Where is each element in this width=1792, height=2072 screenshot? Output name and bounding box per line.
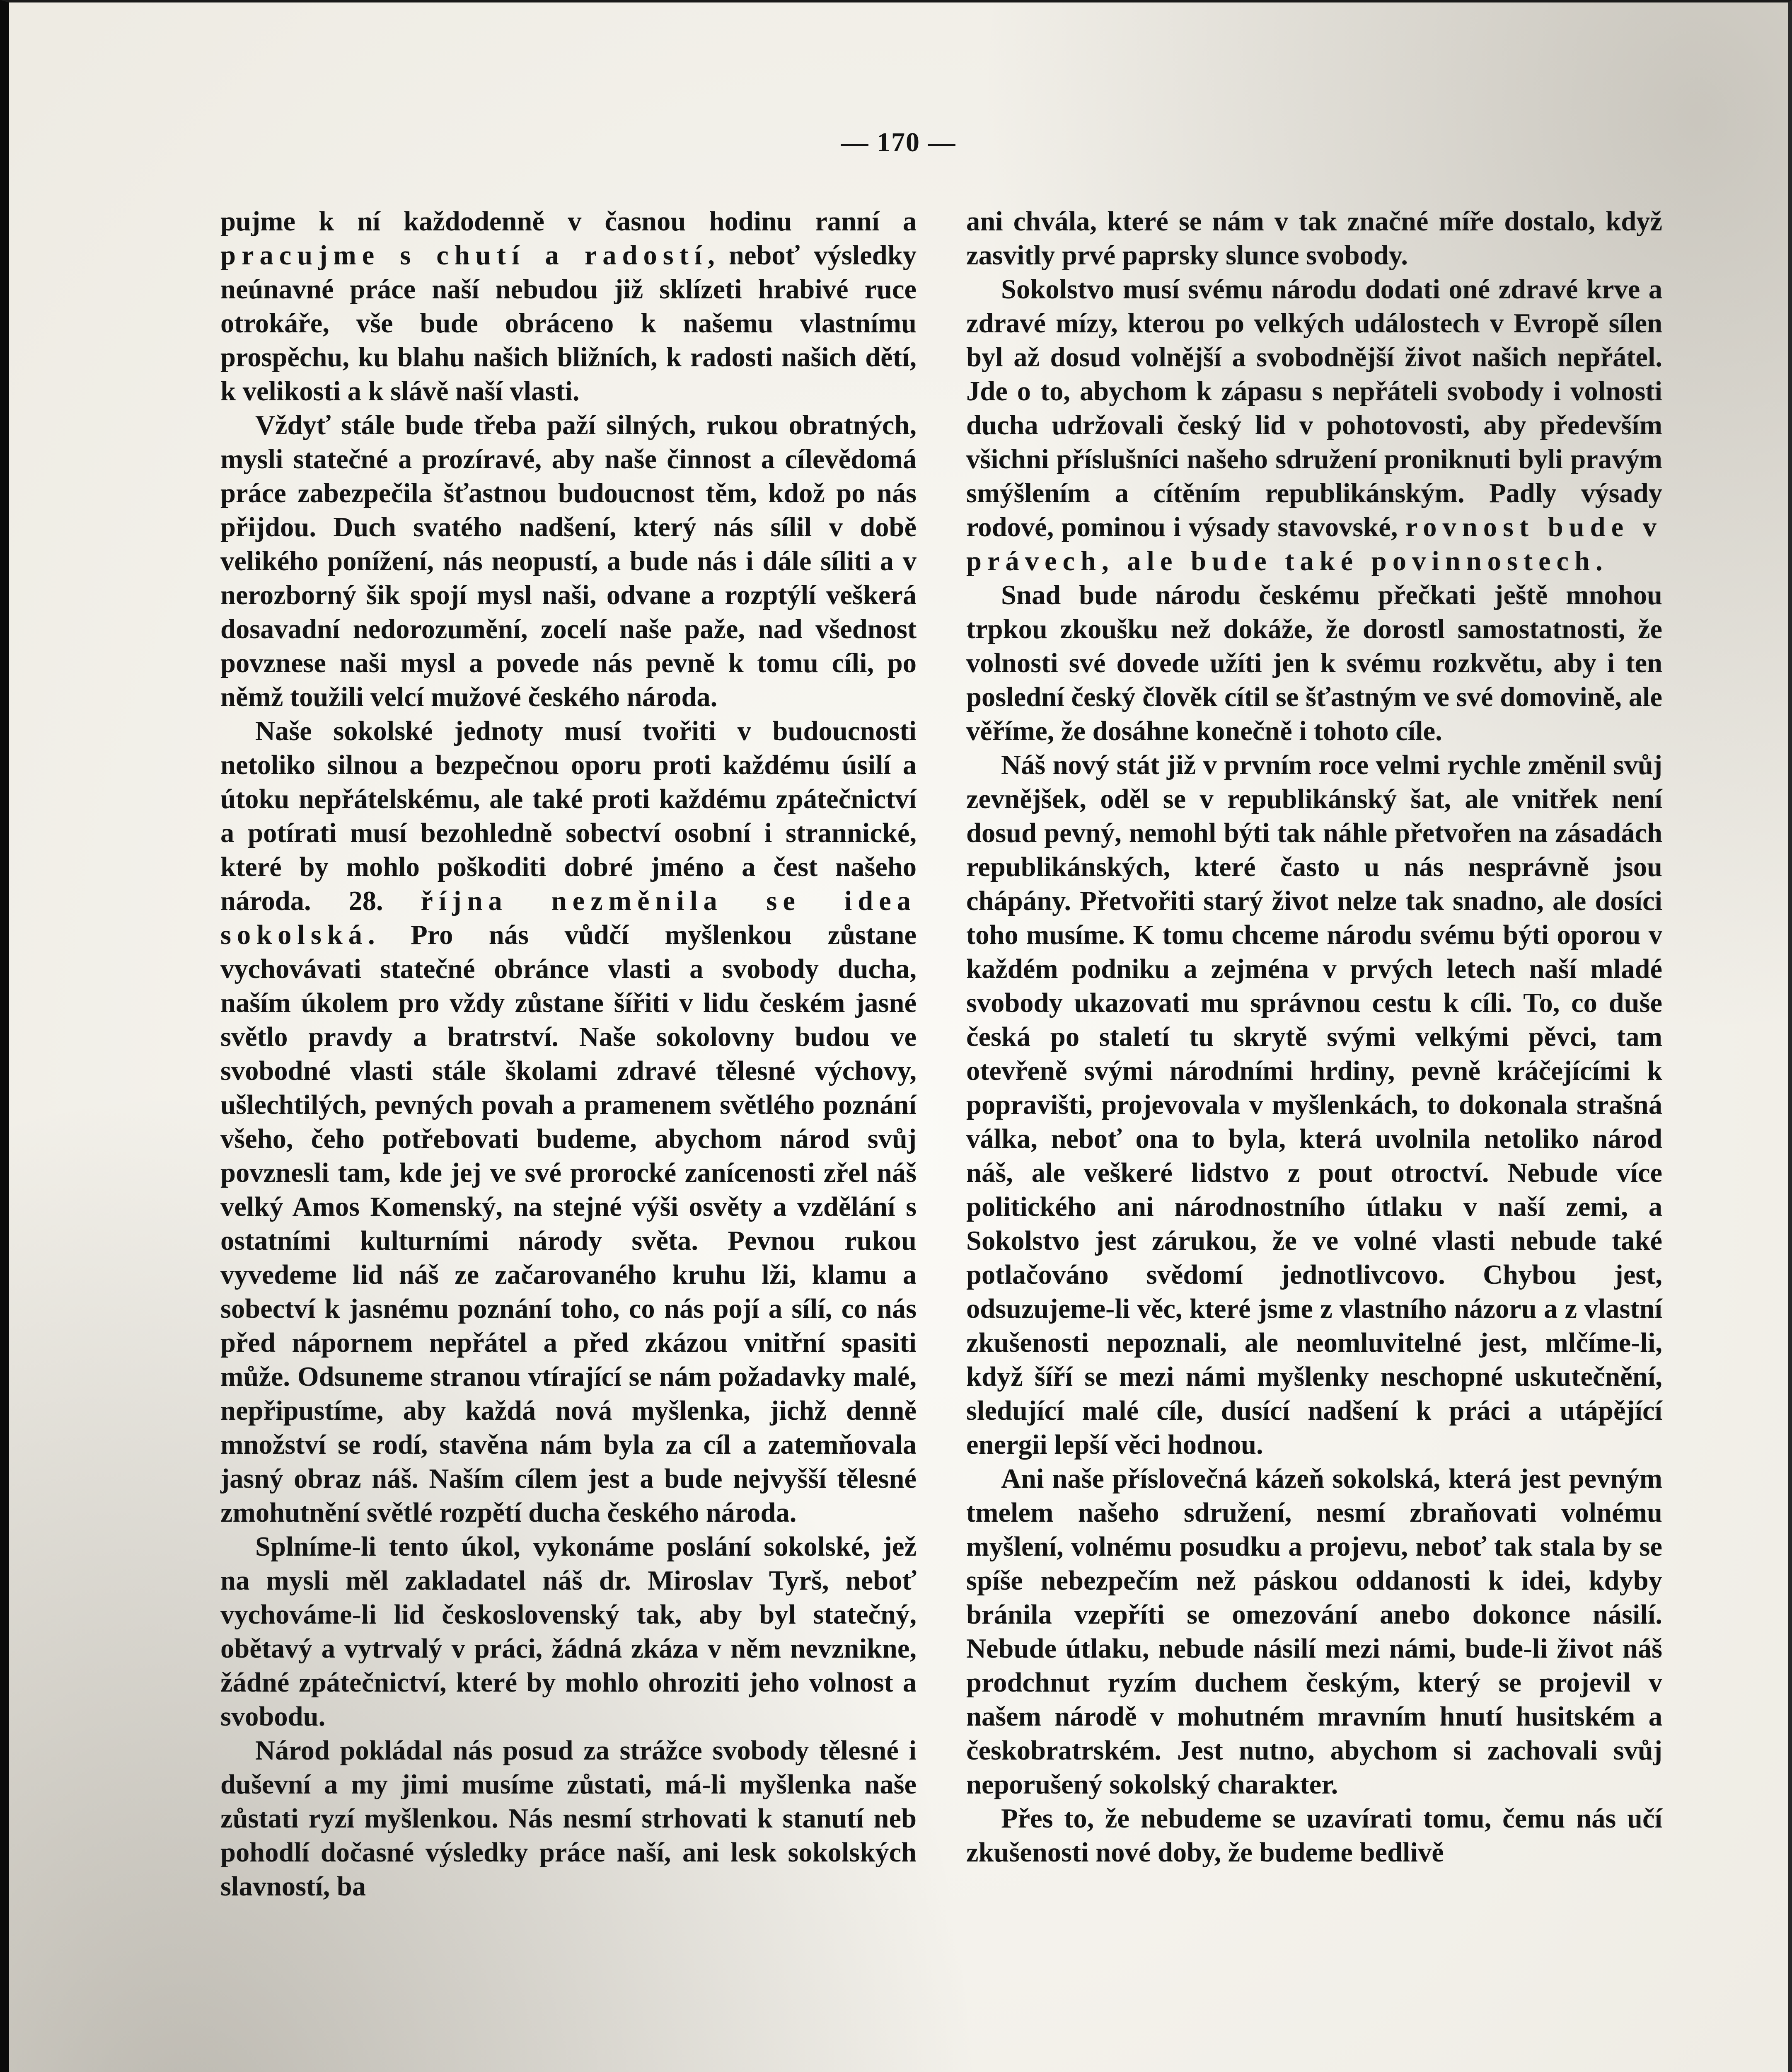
- paragraph-left-5: Národ pokládal nás posud za strážce svobody tělesné i duševní a my jimi musíme zůstati, má-li myšlenka naše zůstati ryzí myšlenkou. Nás nesmí strhovati k stanutí neb pohodlí dočasné výsledky práce naší, ani lesk sokolských slavností, ba: [220, 1736, 917, 1902]
- paragraph-right-2-end: .: [1595, 546, 1603, 576]
- paragraph-left-3-start: Naše sokolské jednoty musí tvořiti v budoucnosti netoliko silnou a bezpečnou oporu proti každému úsilí a útoku nepřátelskému, ale také proti každému zpátečnictví a potírati musí bezohledně sobectví osobní i strannické, které by mohlo poškoditi dobré jméno a čest našeho národa. 28.: [220, 716, 917, 916]
- paragraph-left-3: [220, 714, 917, 1530]
- paragraph-right-3: Snad bude národu českému přečkati ještě mnohou trpkou zkoušku než dokáže, že dorostl samostatnosti, že volnosti své dovede užíti jen k svému rozkvětu, aby i ten poslední český člověk cítil se šťastným ve své domovině, ale věříme, že dosáhne konečně i tohoto cíle.: [966, 580, 1662, 746]
- paragraph-left-1-start: pujme k ní každodenně v časnou hodinu ranní a: [220, 206, 917, 237]
- paragraph-right-1: ani chvála, které se nám v tak značné míře dostalo, když zasvitly prvé paprsky slunce svobody.: [966, 206, 1662, 271]
- spaced-emphasis-equality-duties: rovnost bude v právech, ale bude také povinnostech: [966, 512, 1662, 576]
- paragraph-right-6: Přes to, že nebudeme se uzavírati tomu, čemu nás učí zkušenosti nové doby, že budeme bedlivě: [966, 1803, 1662, 1868]
- text-columns: [220, 205, 1662, 2072]
- paragraph-right-2: [966, 273, 1662, 579]
- paragraph-left-1: [220, 205, 917, 409]
- right-column: [966, 205, 1662, 2072]
- paragraph-left-1-end: , neboť výsledky neúnavné práce naší nebudou již sklízeti hrabivé ruce otrokáře, vše bude obráceno k našemu vlastnímu prospěchu, ku blahu našich bližních, k radosti našich dětí, k velikosti a k slávě naší vlasti.: [220, 240, 917, 407]
- paragraph-right-5: Ani naše příslovečná kázeň sokolská, která jest pevným tmelem našeho sdružení, nesmí zbraňovati volnému myšlení, volnému posudku a projevu, neboť tak stala by se spíše nebezpečím než páskou oddanosti k idei, kdyby bránila vzepříti se omezování anebo dokonce násilí. Nebude útlaku, nebude násilí mezi námi, bude-li život náš prodchnut ryzím duchem českým, který se projevil v našem národě v mohutném mravním hnutí husitském a českobratrském. Jest nutno, abychom si zachovali svůj neporušený sokolský charakter.: [966, 1464, 1662, 1800]
- spaced-emphasis-sokol-idea: října nezměnila se idea sokolská: [220, 886, 917, 950]
- spaced-emphasis-work-with-joy: pracujme s chutí a radostí: [220, 240, 708, 271]
- left-column: [220, 205, 917, 2072]
- scanned-page: [9, 2, 1788, 2072]
- paragraph-left-4: Splníme-li tento úkol, vykonáme poslání sokolské, jež na mysli měl zakladatel náš dr. Miroslav Tyrš, neboť vychováme-li lid československý tak, aby byl statečný, obětavý a vytrvalý v práci, žádná zkáza v něm nevznikne, žádné zpátečnictví, které by mohlo ohroziti jeho volnost a svobodu.: [220, 1532, 917, 1732]
- paragraph-right-4: Náš nový stát již v prvním roce velmi rychle změnil svůj zevnějšek, oděl se v republikánský šat, ale vnitřek není dosud pevný, nemohl býti tak náhle přetvořen na zásadách republikánských, které často u nás nesprávně jsou chápány. Přetvořiti starý život nelze tak snadno, ale dosíci toho musíme. K tomu chceme národu svému býti oporou v každém podniku a zejména v prvých letech naší mladé svobody ukazovati mu správnou cestu k cíli. To, co duše česká po staletí tu skrytě svými velkými pěvci, tam otevřeně svými národními hrdiny, pevně kráčejícími k popravišti, projevovala v myšlenkách, to dokonala strašná válka, neboť ona to byla, která uvolnila netoliko národ náš, ale veškeré lidstvo z pout otroctví. Nebude více politického ani národnostního útlaku v naší zemi, a Sokolstvo jest zárukou, že ve volné vlasti nebude také potlačováno svědomí jednotlivcovo. Chybou jest, odsuzujeme-li věc, které jsme z vlastního názoru a z vlastní zkušenosti nepoznali, ale neomluvitelné jest, mlčíme-li, když šíří se mezi námi myšlenky neschopné uskutečnění, sledující malé cíle, dusící nadšení k práci a utápějící energii lepší věci hodnou.: [966, 750, 1662, 1460]
- page-number: — 170 —: [841, 127, 956, 157]
- paragraph-right-2-start: Sokolstvo musí svému národu dodati oné zdravé krve a zdravé mízy, kterou po velkých událostech v Evropě sílen byl až dosud volnější a svobodnější život našich nepřátel. Jde o to, abychom k zápasu s nepřáteli svobody i volnosti ducha udržovali český lid v pohotovosti, aby především všichni příslušníci našeho sdružení proniknuti byli pravým smýšlením a cítěním republikánským. Padly výsady rodové, pominou i výsady stavovské,: [966, 274, 1662, 542]
- paragraph-left-3-end: . Pro nás vůdčí myšlenkou zůstane vychovávati statečné obránce vlasti a svobody ducha, naším úkolem pro vždy zůstane šířiti v lidu českém jasné světlo pravdy a bratrství. Naše sokolovny budou ve svobodné vlasti stále školami zdravé tělesné výchovy, ušlechtilých, pevných povah a pramenem světlého poznání všeho, čeho potřebovati budeme, abychom národ svůj povznesli tam, kde jej ve své prorocké zanícenosti zřel náš velký Amos Komenský, na stejné výši osvěty a vzdělání s ostatními kulturními národy světa. Pevnou rukou vyvedeme lid náš ze začarovaného kruhu lži, klamu a sobectví k jasnému poznání toho, co nás pojí a sílí, co nás před nápornem nepřátel a před zkázou vnitřní spasiti může. Odsuneme stranou vtírající se nám požadavky malé, nepřipustíme, aby každá nová myšlenka, jichž denně množství se rodí, stavěna nám byla za cíl a zatemňovala jasný obraz náš. Naším cílem jest a bude nejvyšší tělesné zmohutnění světlé rozpětí ducha českého národa.: [220, 920, 917, 1528]
- paragraph-left-2: Vždyť stále bude třeba paží silných, rukou obratných, mysli statečné a prozíravé, aby naše činnost a cílevědomá práce zabezpečila šťastnou budoucnost těm, kdož po nás přijdou. Duch svatého nadšení, který nás sílil v době velikého ponížení, nás neopustí, a bude nás i dále síliti a v nerozborný šik spojí mysl naši, odvane a rozptýlí veškerá dosavadní nedorozumění, zocelí naše paže, nad všednost povznese naši mysl a povede nás pevně k tomu cíli, po němž toužili velcí mužové českého národa.: [220, 410, 917, 712]
